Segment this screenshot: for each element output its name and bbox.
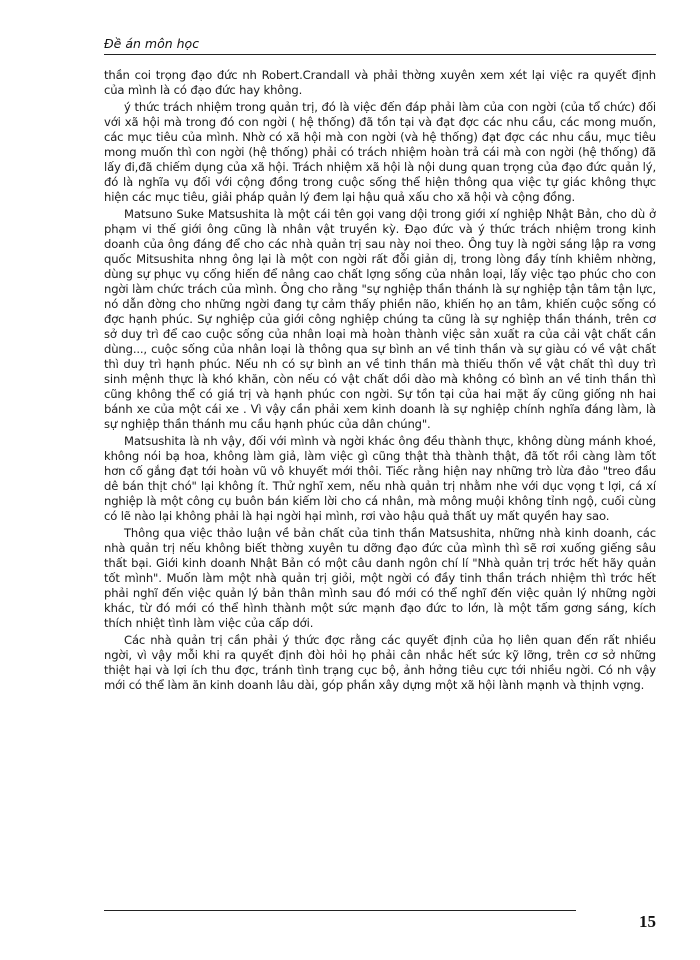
footer-divider [104, 910, 576, 911]
paragraph: ý thức trách nhiệm trong quản trị, đó là việc đến đáp phải làm của con ngời (của tổ chức) đối với xã hội mà trong đó con ngời ( hệ thống) đã tồn tại và đạt đợc các nhu cầu, các mong muốn, các mục tiêu của mình. Nhờ có xã hội mà con ngời (và hệ thống) đạt đợc các nhu cầu, mục tiêu mong muốn thì con ngời (hệ thống) phải có trách nhiệm hoàn trả cái mà con ngời (hệ thống) đã lấy đi,đã chiếm dụng của xã hội. Trách nhiệm xã hội là nội dung quan trọng của đạo đức quản lý, đó là nghĩa vụ đối với cộng đồng trong cuộc sống thể hiện thông qua việc tự giác không thực hiện các mục tiêu, giải pháp quản lý đem lại hậu quả xấu cho xã hội và cộng đồng. [104, 100, 656, 204]
paragraph: Các nhà quản trị cần phải ý thức đợc rằng các quyết định của họ liên quan đến rất nhiều ngời, vì vậy mỗi khi ra quyết định đòi hỏi họ phải cân nhắc hết sức kỹ lỡng, trên cơ sở những thiệt hại và lợi ích thu đợc, tránh tình trạng cục bộ, ảnh hởng tiêu cực tới nhiều ngời. Có nh vậy mới có thể làm ăn kinh doanh lâu dài, góp phần xây dựng một xã hội lành mạnh và thịnh vợng. [104, 633, 656, 692]
paragraph: Thông qua việc thảo luận về bản chất của tinh thần Matsushita, những nhà kinh doanh, các nhà quản trị nếu không biết thờng xuyên tu dỡng đạo đức của mình thì sẽ rơi xuống giếng sâu thất bại. Giới kinh doanh Nhật Bản có một câu danh ngôn chí lí "Nhà quản trị trớc hết hãy quản tốt mình". Muốn làm một nhà quản trị giỏi, một ngời có đầy tinh thần trách nhiệm thì trớc hết phải nghĩ đến việc quản lý bản thân mình sau đó mới có thể nghĩ đến việc quản lý những ngời khác, từ đó mới có thể hình thành một sức mạnh đạo đức to lớn, là một tấm gơng sáng, kích thích nhiệt tình làm việc của cấp dới. [104, 526, 656, 630]
paragraph: Matsuno Suke Matsushita là một cái tên gọi vang dội trong giới xí nghiệp Nhật Bản, cho dù ở phạm vi thế giới ông cũng là nhân vật truyền kỳ. Đạo đức và ý thức trách nhiệm trong kinh doanh của ông đáng để cho các nhà quản trị sau này noi theo. Ông tuy là ngời sáng lập ra vơng quốc Mitsushita nhng ông lại là một con ngời rất đỗi giản dị, trong lòng đầy tính khiêm nhờng, dùng sự phục vụ cống hiến để nâng cao chất lợng sống của nhân loại, lấy việc tạo phúc cho con ngời làm chức trách của mình. Ông cho rằng "sự nghiệp thần thánh là sự nghiệp tận tâm tận lực, nó dẫn đờng cho những ngời đang tự cảm thấy phiền não, khiến họ an tâm, khiến cuộc sống có đợc hạnh phúc. Sự nghiệp của giới công nghiệp chúng ta cũng là sự nghiệp thần thánh, trên cơ sở duy trì để cao cuộc sống của nhân loại mà hoàn thành việc sản xuất ra của cải vật chất cần dùng..., cuộc sống của nhân loại là thông qua sự bình an về tinh thần và sự giàu có về vật chất thì duy trì hạnh phúc. Nếu nh có sự bình an về tinh thần mà thiếu thốn về vật chất thì duy trì sinh mệnh thực là khó khăn, còn nếu có vật chất dồi dào mà không có bình an về tinh thần thì cũng không thể có giá trị và hạnh phúc con ngời. Sự tồn tại của hai mặt ấy cũng giống nh hai bánh xe của một cái xe . Vì vậy cần phải xem kinh doanh là sự nghiệp chính nghĩa đáng làm, là sự nghiệp thần thánh mu cầu hạnh phúc của dân chúng". [104, 207, 656, 431]
paragraph: Matsushita là nh vậy, đối với mình và ngời khác ông đều thành thực, không dùng mánh khoé, không nói bạ hoa, không làm giả, làm việc gì cũng thật thà thành thật, đã tốt rồi càng làm tốt hơn cố gắng đạt tới hoàn vũ vô khuyết mới thôi. Tiếc rằng hiện nay những trò lừa đảo "treo đầu dê bán thịt chó" lại không ít. Thử nghĩ xem, nếu nhà quản trị nhằm nhe với dục vọng t lợi, cá xí nghiệp là một công cụ buôn bán kiếm lời cho cá nhân, mà mông muội không tỉnh ngộ, cuối cùng có lẽ nào lại không phải là hại ngời hại mình, rơi vào hậu quả thất uy mất quyền hay sao. [104, 434, 656, 523]
paragraph: thần coi trọng đạo đức nh Robert.Crandall và phải thờng xuyên xem xét lại việc ra quyết định của mình là có đạo đức hay không. [104, 68, 656, 97]
body-text [104, 68, 656, 868]
running-header: Đề án môn học [104, 36, 656, 55]
page-number: 15 [639, 912, 656, 931]
